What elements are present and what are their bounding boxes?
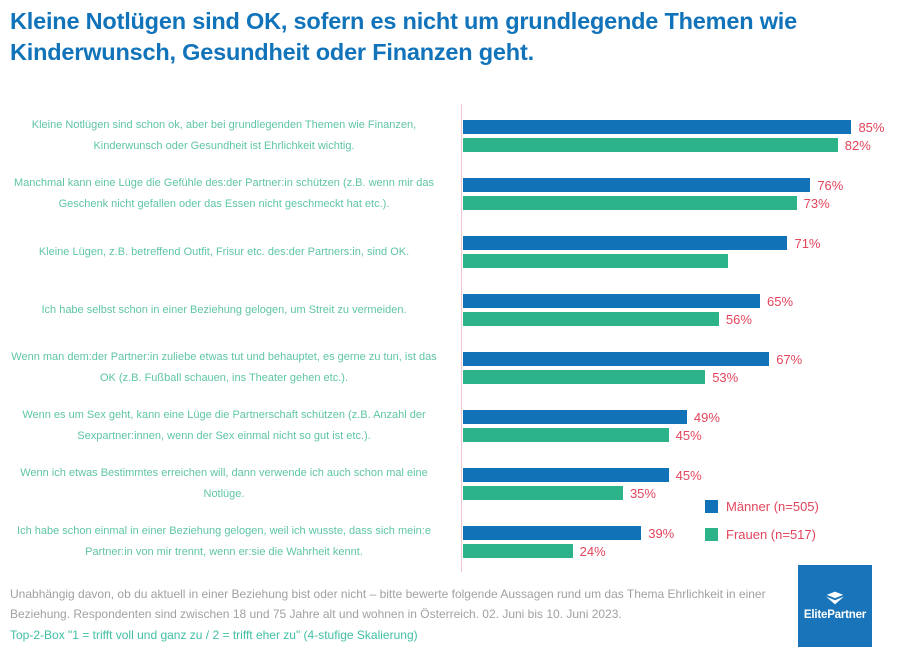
category-label: Wenn man dem:der Partner:in zuliebe etwas tut und behauptet, es gerne zu tun, ist das OK (z.B. Fußball schauen, ins Theater gehen etc.). — [11, 351, 437, 384]
bar-frauen — [463, 254, 728, 268]
value-label: 71% — [794, 235, 821, 251]
bar-line — [463, 138, 910, 152]
bar-group — [452, 468, 910, 500]
bar-line — [463, 468, 910, 482]
bar-group — [452, 294, 910, 326]
bar-line — [463, 486, 910, 500]
bar-line — [463, 196, 910, 210]
footer-note: Unabhängig davon, ob du aktuell in einer Beziehung bist oder nicht – bitte bewerte folgende Aussagen rund um das Thema Ehrlichkeit in einer Beziehung. Respondenten sind zwischen 18 und 75 Jahre alt und wohnen in Österreich. 02. Juni bis 10. Juni 2023. — [10, 587, 766, 621]
chart-title: Kleine Notlügen sind OK, sofern es nicht um grundlegende Themen wie Kinderwunsch, Gesundheit oder Finanzen geht. — [10, 8, 798, 65]
bar-maenner — [463, 526, 641, 540]
bar-maenner — [463, 178, 810, 192]
bar-line — [463, 120, 910, 134]
value-label: 39% — [648, 525, 675, 541]
bar-line — [463, 370, 910, 384]
bar-frauen — [463, 428, 669, 442]
footer-top2box: Top-2-Box "1 = trifft voll und ganz zu / 2 = trifft eher zu" (4-stufige Skalierung) — [10, 628, 418, 642]
legend-swatch-maenner-icon — [705, 500, 718, 513]
bar-maenner — [463, 410, 687, 424]
chart-row — [0, 223, 910, 281]
bar-line — [463, 544, 910, 558]
bar-frauen — [463, 544, 573, 558]
bar-group — [452, 352, 910, 384]
bar-frauen — [463, 312, 719, 326]
bar-line — [463, 254, 910, 268]
category-label: Ich habe selbst schon in einer Beziehung gelogen, um Streit zu vermeiden. — [41, 303, 407, 316]
bar-frauen — [463, 370, 705, 384]
footer — [10, 585, 802, 646]
bar-group — [452, 120, 910, 152]
chart-row — [0, 281, 910, 339]
value-label: 65% — [767, 293, 794, 309]
value-label: 24% — [579, 543, 606, 559]
logo-text: ElitePartner — [803, 609, 867, 621]
value-label: 73% — [803, 195, 830, 211]
chart-row — [0, 339, 910, 397]
category-label: Kleine Notlügen sind schon ok, aber bei grundlegenden Themen wie Finanzen, Kinderwunsch oder Gesundheit ist Ehrlichkeit wichtig. — [31, 119, 417, 152]
value-label: 49% — [693, 409, 720, 425]
category-label: Manchmal kann eine Lüge die Gefühle des:der Partner:in schützen (z.B. wenn mir das Geschenk nicht gefallen oder das Essen nicht geschmeckt hat etc.). — [13, 177, 435, 210]
bar-frauen — [463, 138, 838, 152]
bar-line — [463, 352, 910, 366]
bar-maenner — [463, 120, 851, 134]
bar-maenner — [463, 236, 787, 250]
legend-item-frauen — [705, 527, 819, 542]
value-label: 56% — [725, 311, 752, 327]
legend-label-frauen: Frauen (n=517) — [726, 527, 816, 542]
chart-row — [0, 107, 910, 165]
bar-frauen — [463, 196, 797, 210]
bar-group — [452, 178, 910, 210]
bar-maenner — [463, 468, 669, 482]
legend-item-maenner — [705, 499, 819, 514]
bar-line — [463, 178, 910, 192]
bar-group — [452, 526, 910, 558]
value-label: 35% — [629, 485, 656, 501]
value-label: 45% — [675, 427, 702, 443]
category-label: Ich habe schon einmal in einer Beziehung gelogen, weil ich wusste, dass sich mein:e Partner:in von mir trennt, wenn er:sie die Wahrheit kennt. — [17, 525, 431, 558]
value-label: 85% — [858, 119, 885, 135]
category-label: Wenn ich etwas Bestimmtes erreichen will, dann verwende ich auch schon mal eine Notlüge. — [20, 467, 428, 500]
bar-group — [452, 236, 910, 268]
value-label: 45% — [675, 467, 702, 483]
chart-row — [0, 397, 910, 455]
bar-maenner — [463, 352, 769, 366]
category-label: Kleine Lügen, z.B. betreffend Outfit, Frisur etc. des:der Partners:in, sind OK. — [38, 245, 410, 258]
legend-label-maenner: Männer (n=505) — [726, 499, 819, 514]
bar-line — [463, 410, 910, 424]
bar-frauen — [463, 486, 623, 500]
bar-line — [463, 428, 910, 442]
elitepartner-logo — [798, 565, 872, 647]
value-label: 67% — [776, 351, 803, 367]
diamond-icon — [824, 591, 846, 605]
value-label: 82% — [844, 137, 871, 153]
category-label: Wenn es um Sex geht, kann eine Lüge die Partnerschaft schützen (z.B. Anzahl der Sexpartner:innen, wenn der Sex einmal nicht so gut ist etc.). — [22, 409, 426, 442]
value-label: 76% — [817, 177, 844, 193]
bar-line — [463, 236, 910, 250]
legend — [705, 499, 819, 555]
bar-maenner — [463, 294, 760, 308]
bar-line — [463, 294, 910, 308]
bar-line — [463, 312, 910, 326]
value-label: 53% — [712, 369, 739, 385]
bar-line — [463, 526, 910, 540]
legend-swatch-frauen-icon — [705, 528, 718, 541]
chart-row — [0, 165, 910, 223]
bar-group — [452, 410, 910, 442]
